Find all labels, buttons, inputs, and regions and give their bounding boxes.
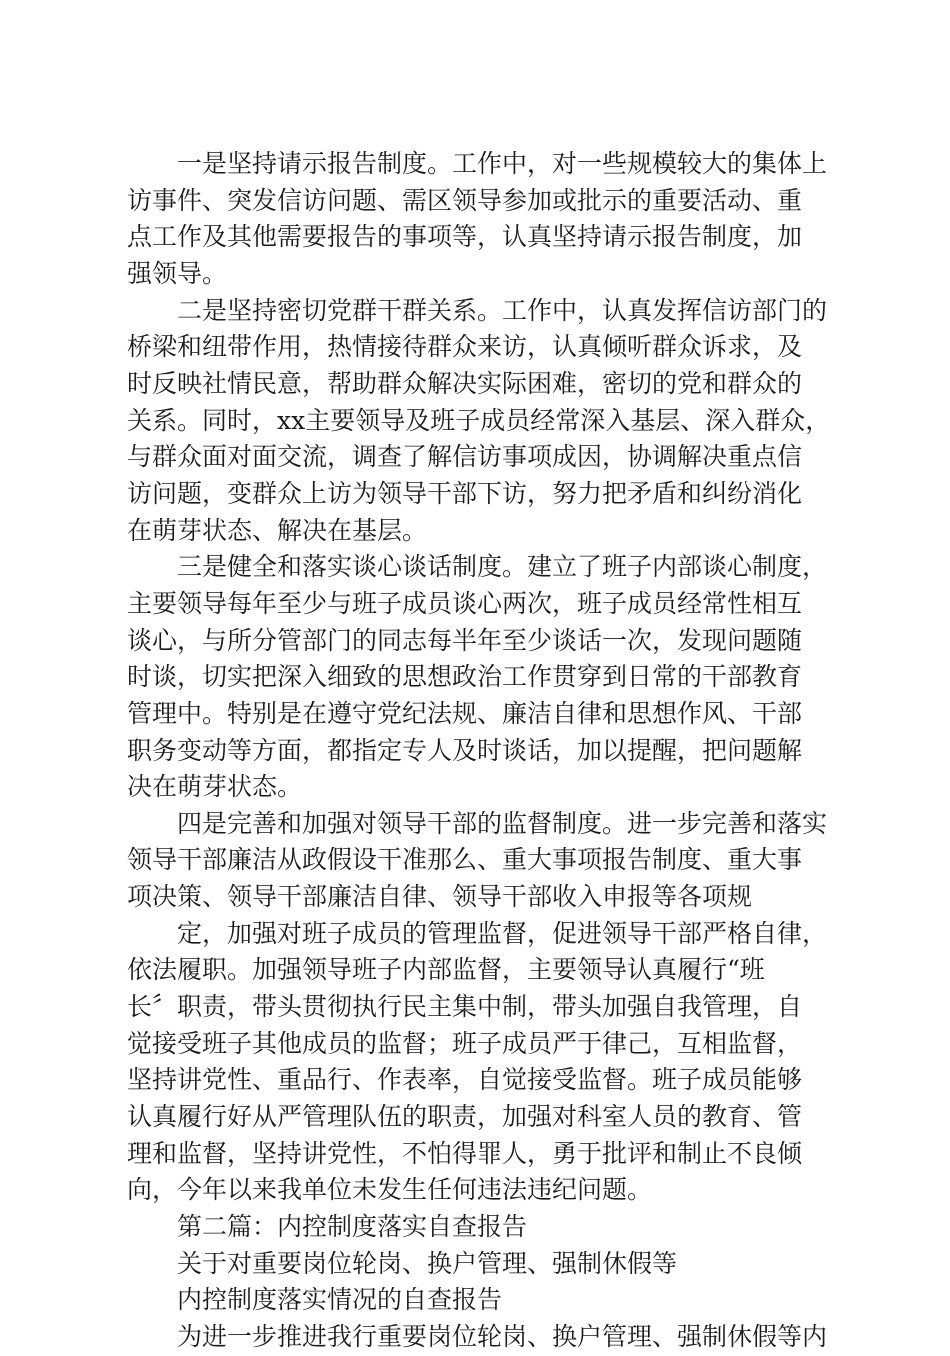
- text-line: 觉接受班子其他成员的监督；班子成员严于律己，互相监督，: [127, 1028, 803, 1058]
- text-line: 长〞职责，带头贯彻执行民主集中制，带头加强自我管理，自: [127, 992, 803, 1022]
- text-line: 领导干部廉洁从政假设干准那么、重大事项报告制度、重大事: [127, 845, 803, 875]
- text-line: 一是坚持请示报告制度。工作中，对一些规模较大的集体上: [177, 149, 828, 178]
- text-line: 管理中。特别是在遵守党纪法规、廉洁自律和思想作风、干部: [127, 698, 803, 728]
- text-line: 点工作及其他需要报告的事项等，认真坚持请示报告制度，加: [127, 222, 803, 252]
- text-line: 依法履职。加强领导班子内部监督，主要领导认真履行“班: [127, 955, 765, 985]
- document-body: [127, 146, 837, 1356]
- text-line: 主要领导每年至少与班子成员谈心两次，班子成员经常性相互: [127, 588, 803, 618]
- text-line: 时反映社情民意，帮助群众解决实际困难，密切的党和群众的: [127, 368, 803, 398]
- text-line: 强领导。: [127, 258, 228, 288]
- text-line: 二是坚持密切党群干群关系。工作中，认真发挥信访部门的: [177, 295, 828, 325]
- text-line: 在萌芽状态、解决在基层。: [127, 515, 428, 545]
- text-line: 向，今年以来我单位未发生任何违法违纪问题。: [127, 1175, 653, 1205]
- text-line: 谈心，与所分管部门的同志每半年至少谈话一次，发现问题随: [127, 625, 803, 655]
- text-line: 坚持讲党性、重品行、作表率，自觉接受监督。班子成员能够: [127, 1065, 803, 1095]
- text-line: 认真履行好从严管理队伍的职责，加强对科室人员的教育、管: [127, 1102, 803, 1132]
- text-line: 决在萌芽状态。: [127, 772, 303, 802]
- text-line: 四是完善和加强对领导干部的监督制度。进一步完善和落实: [177, 808, 828, 838]
- text-line: 项决策、领导干部廉洁自律、领导干部收入申报等各项规: [127, 882, 753, 912]
- text-line: 为进一步推进我行重要岗位轮岗、换户管理、强制休假等内: [177, 1322, 828, 1351]
- text-line: 与群众面对面交流，调查了解信访事项成因，协调解决重点信: [127, 442, 803, 472]
- report-title-line-2: 内控制度落实情况的自查报告: [177, 1285, 503, 1315]
- text-line: 定，加强对班子成员的管理监督，促进领导干部严格自律，: [177, 918, 828, 948]
- section-heading: 第二篇：内控制度落实自查报告: [177, 1212, 528, 1242]
- report-title-line-1: 关于对重要岗位轮岗、换户管理、强制休假等: [177, 1248, 678, 1278]
- text-line: 访问题，变群众上访为领导干部下访，努力把矛盾和纠纷消化: [127, 478, 803, 508]
- text-line: 桥梁和纽带作用，热情接待群众来访，认真倾听群众诉求，及: [127, 332, 803, 362]
- text-line: 理和监督，坚持讲党性，不怕得罪人，勇于批评和制止不良倾: [127, 1138, 803, 1168]
- text-line: 关系。同时，xx主要领导及班子成员经常深入基层、深入群众，: [127, 405, 831, 435]
- text-line: 三是健全和落实谈心谈话制度。建立了班子内部谈心制度，: [177, 552, 828, 582]
- text-line: 职务变动等方面，都指定专人及时谈话，加以提醒，把问题解: [127, 735, 803, 765]
- text-line: 时谈，切实把深入细致的思想政治工作贯穿到日常的干部教育: [127, 662, 803, 692]
- text-line: 访事件、突发信访问题、需区领导参加或批示的重要活动、重: [127, 185, 803, 215]
